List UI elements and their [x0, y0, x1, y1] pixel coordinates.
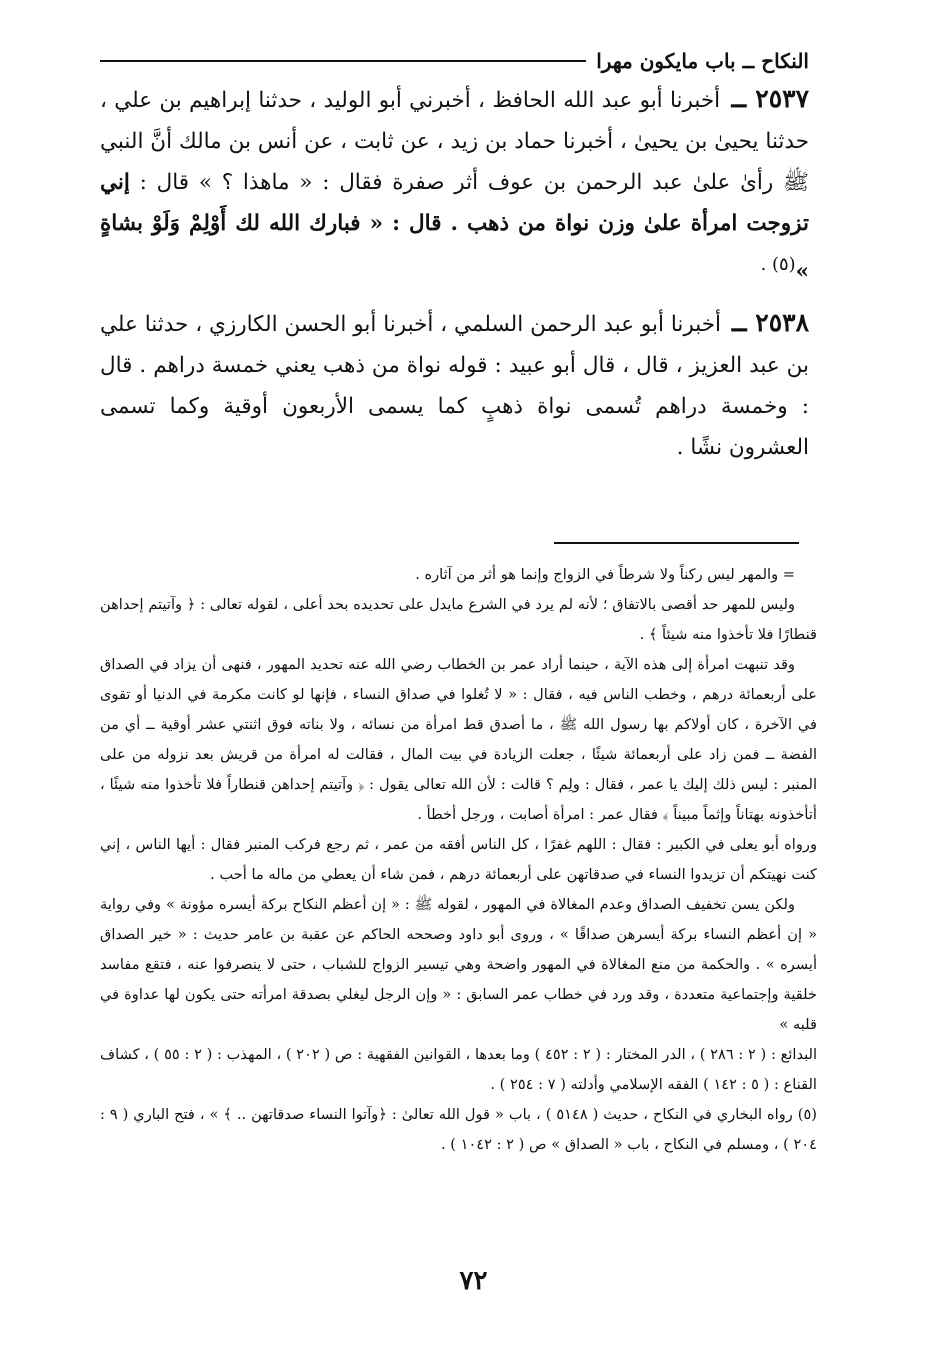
page-number: ٧٢	[459, 1266, 488, 1296]
footnote-paragraph: وليس للمهر حد أقصى بالاتفاق ؛ لأنه لم يرد في الشرع مايدل على تحديده بحد أعلى ، لقوله تعالى : ﴿ وآتيتم إحداهن قنطارًا فلا تأخذوا منه شيئاً ﴾ .	[100, 596, 817, 643]
hadith-text: أخبرنا أبو عبد الرحمن السلمي ، أخبرنا أبو الحسن الكارزي ، حدثنا علي بن عبد العزيز ، قال ، قال أبو عبيد : قوله نواة من ذهب يعني خمسة دراهم . قال : وخمسة دراهم تُسمى نواة ذهبٍ كما يسمى الأربعون أوقية وكما تسمى العشرون نشًا .	[100, 312, 809, 461]
hadith-bold-text: إني تزوجت امرأة علىٰ وزن نواة من ذهب . قال : « فبارك الله لك أَوْلِمْ وَلَوْ بشاةٍ »	[100, 170, 809, 285]
footnotes	[100, 560, 817, 1160]
chapter-title: النكاح ــ باب مايكون مهرا	[596, 49, 809, 73]
hadith-2538	[100, 302, 809, 468]
footnote-paragraph: وقد تنبهت امرأة إلى هذه الآية ، حينما أراد عمر بن الخطاب رضي الله عنه تحديد المهور ، فنهى أن يزاد في الصداق على أربعمائة درهم ، وخطب الناس فيه ، فقال : « لا تُغلوا في صداق النساء ، فإنها لو كانت مكرمة في الدنيا أو تقوى في الآخرة ، كان أولاكم بها رسول الله ﷺ ، ما أصدق قط امرأة من نسائه ، ولا بناته فوق اثنتي عشر أوقية ــ أي من الفضة ــ فمن زاد على أربعمائة شيئًا ، جعلت الزيادة في بيت المال ، فقالت له امرأة من قريش بعد نزوله من على المنبر : ليس ذلك إليك يا عمر ، فقال : ولِم ؟ قالت : لأن الله تعالى يقول : ﴿ وآتيتم إحداهن قنطاراً فلا تأخذوا منه شيئًا ، أتأخذونه بهتاناً وإثماً مبيناً ﴾ فقال عمر : امرأة أصابت ، ورجل أخطأ .	[100, 656, 817, 823]
footnote-separator	[554, 542, 799, 544]
hadith-text: أخبرنا أبو عبد الله الحافظ ، أخبرني أبو الوليد ، حدثنا إبراهيم بن علي ، حدثنا يحيىٰ بن يحيىٰ ، أخبرنا حماد بن زيد ، عن ثابت ، عن أنس بن مالك أنَّ النبي ﷺ رأىٰ علىٰ عبد الرحمن بن عوف أثر صفرة فقال : « ماهذا ؟ » قال :	[100, 88, 809, 195]
hadith-2537	[100, 78, 809, 292]
footnote-reference: (٥) .	[760, 254, 796, 275]
footnote-references: البدائع : ( ٢ : ٢٨٦ ) ، الدر المختار : ( ٢ : ٤٥٢ ) وما بعدها ، القوانين الفقهية : ص ( ٢٠٢ ) ، المهذب : ( ٢ : ٥٥ ) ، كشاف القناع : ( ٥ : ١٤٢ ) الفقه الإسلامي وأدلته ( ٧ : ٢٥٤ ) .	[100, 1046, 818, 1093]
hadith-number: ٢٥٣٨ ــ	[731, 308, 809, 338]
hadith-number: ٢٥٣٧ ــ	[731, 84, 810, 113]
running-header	[100, 48, 809, 74]
footnote-5: (٥) رواه البخاري في النكاح ، حديث ( ٥١٤٨ ) ، باب « قول الله تعالىٰ : ﴿وآتوا النساء صدقاتهن .. ﴾ » ، فتح الباري ( ٩ : ٢٠٤ ) ، ومسلم في النكاح ، باب « الصداق » ص ( ٢ : ١٠٤٢ ) .	[100, 1106, 817, 1153]
footnote-paragraph: ورواه أبو يعلى في الكبير : فقال : اللهم غفرًا ، كل الناس أفقه من عمر ، ثم رجع فركب المنبر فقال : أيها الناس ، إني كنت نهيتكم أن تزيدوا النساء في صدقاتهن على أربعمائة درهم ، فمن شاء أن يعطي من ماله ما أحب .	[100, 836, 817, 883]
footnote-paragraph: = والمهر ليس ركناً ولا شرطاً في الزواج وإنما هو أثر من آثاره .	[415, 566, 795, 583]
header-rule	[100, 60, 586, 62]
main-text	[100, 78, 809, 474]
footnote-paragraph: ولكن يسن تخفيف الصداق وعدم المغالاة في المهور ، لقوله ﷺ : « إن أعظم النكاح بركة أيسره مؤونة » وفي رواية « إن أعظم النساء بركة أيسرهن صداقًا » ، وروى أبو داود وصححه الحاكم عن عقبة بن عامر حديث : « خير الصداق أيسره » . والحكمة من منع المغالاة في المهور واضحة وهي تيسير الزواج للشباب ، حتى لا ينصرفوا عنه ، فتقع مفاسد خلقية وإجتماعية متعددة ، وقد ورد في خطاب عمر السابق : « وإن الرجل ليغلي بصدقة امرأته حتى يكون لها عداوة في قلبه »	[100, 896, 817, 1033]
